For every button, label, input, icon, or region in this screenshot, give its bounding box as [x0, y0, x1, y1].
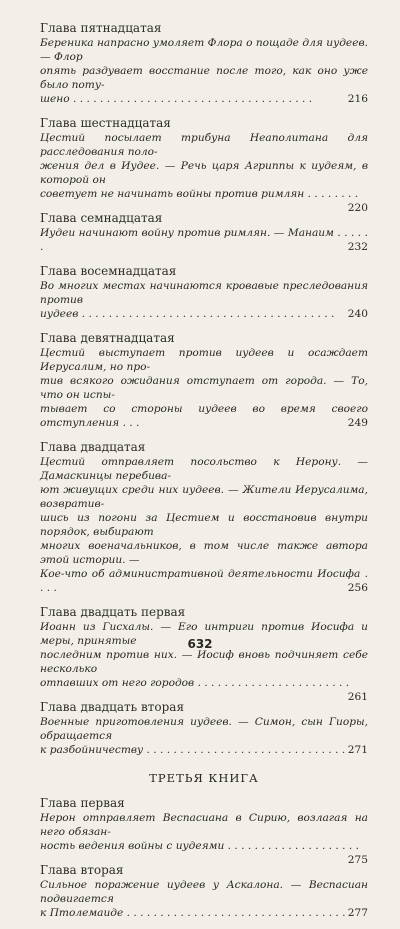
chapter-summary-line: шись из погони за Цестием и восстановив внутри порядок, выбирают	[40, 512, 368, 538]
page-reference: 271	[347, 744, 368, 756]
chapter-entry	[40, 862, 368, 920]
page-reference: 261	[347, 691, 368, 703]
chapter-summary-line: иудеев . . . . . . . . . . . . . . . . . . . . . . . . . . . . . . . . . . . . . . 240	[40, 308, 368, 320]
page-reference: 275	[347, 854, 368, 866]
chapter-summary-line: Цестий отправляет посольство к Нерону. — Дамаскинцы перебива-	[40, 456, 368, 482]
chapter-summary-line: Нерон отправляет Веспасиана в Сирию, возлагая на него обязан-	[40, 812, 368, 838]
chapter-summary-line: Цестий выступает против иудеев и осаждает Иерусалим, но про-	[40, 347, 368, 373]
chapter-title: Глава пятнадцатая	[40, 21, 162, 35]
chapter-entry	[40, 20, 368, 106]
chapter-summary-line: отпавших от него городов . . . . . . . . . . . . . . . . . . . . . . . 261	[40, 677, 368, 703]
chapter-entry	[40, 795, 368, 866]
table-of-contents	[40, 20, 368, 929]
page-reference: 240	[347, 308, 368, 320]
chapter-summary-line: последним против них. — Иосиф вновь подчиняет себе несколько	[40, 649, 368, 675]
chapter-summary-line: Иудеи начинают войну против римлян. — Манаим . . . . . . 232	[40, 227, 368, 253]
chapter-summary-line: ют живущих среди них иудеев. — Жители Иерусалима, возвратив-	[40, 484, 368, 510]
chapter-summary-line: Военные приготовления иудеев. — Симон, сын Гиоры, обращается	[40, 716, 368, 742]
chapter-summary-line: многих военачальников, в том числе также автора этой истории. —	[40, 540, 368, 566]
page-reference: 216	[347, 93, 368, 105]
chapter-summary-line: тив всякого ожидания отступает от города. — То, что он испы-	[40, 375, 368, 401]
book-title: ТРЕТЬЯ КНИГА	[149, 771, 259, 785]
chapter-entry	[40, 263, 368, 321]
chapter-title: Глава двадцать первая	[40, 605, 186, 619]
chapter-summary-line: опять раздувает восстание после того, как оно уже было поту-	[40, 65, 368, 91]
chapter-list-book-three	[40, 795, 368, 920]
chapter-entry	[40, 115, 368, 214]
chapter-summary-line: Цестий посылает трибуна Неаполитана для расследования поло-	[40, 132, 368, 158]
chapter-summary-line: Иоанн из Гисхалы. — Его интриги против Иосифа и меры, принятые	[40, 621, 368, 647]
page-reference: 256	[347, 582, 368, 594]
chapter-summary-line: тывает со стороны иудеев во время своего отступления . . . 249	[40, 403, 368, 429]
chapter-summary-line: Кое-что об административной деятельности Иосифа . . . . 256	[40, 568, 368, 594]
chapter-summary-line: Береника напрасно умоляет Флора о пощаде для иудеев. — Флор	[40, 37, 368, 63]
chapter-title: Глава восемнадцатая	[40, 264, 177, 278]
chapter-entry	[40, 330, 368, 430]
chapter-entry	[40, 210, 368, 254]
chapter-summary-line: жения дел в Иудее. — Речь царя Агриппы к иудеям, в которой он	[40, 160, 368, 186]
page-reference: 232	[347, 241, 368, 253]
page-number: 632	[187, 637, 213, 651]
chapter-entry	[40, 439, 368, 595]
page-reference: 249	[347, 417, 368, 429]
chapter-summary-line: советует не начинать войны против римлян . . . . . . . . 220	[40, 188, 368, 214]
chapter-title: Глава первая	[40, 796, 125, 810]
page-reference: 220	[347, 202, 368, 214]
chapter-summary-line: к разбойничеству . . . . . . . . . . . . . . . . . . . . . . . . . . . . . . 271	[40, 744, 368, 756]
chapter-title: Глава вторая	[40, 863, 124, 877]
chapter-title: Глава двадцать вторая	[40, 700, 185, 714]
page-reference: 277	[347, 907, 368, 919]
chapter-summary-line: ность ведения войны с иудеями . . . . . . . . . . . . . . . . . . . . 275	[40, 840, 368, 866]
chapter-title: Глава шестнадцатая	[40, 116, 171, 130]
chapter-title: Глава семнадцатая	[40, 211, 163, 225]
chapter-summary-line: шено . . . . . . . . . . . . . . . . . . . . . . . . . . . . . . . . . . . . 216	[40, 93, 368, 105]
chapter-title: Глава девятнадцатая	[40, 331, 175, 345]
chapter-summary-line: Во многих местах начинаются кровавые преследования против	[40, 280, 368, 306]
chapter-entry	[40, 699, 368, 757]
chapter-summary-line: к Птолемаиде . . . . . . . . . . . . . . . . . . . . . . . . . . . . . . . . . 277	[40, 907, 368, 919]
chapter-title: Глава двадцатая	[40, 440, 146, 454]
chapter-summary-line: Сильное поражение иудеев у Аскалона. — Веспасиан подвигается	[40, 879, 368, 905]
